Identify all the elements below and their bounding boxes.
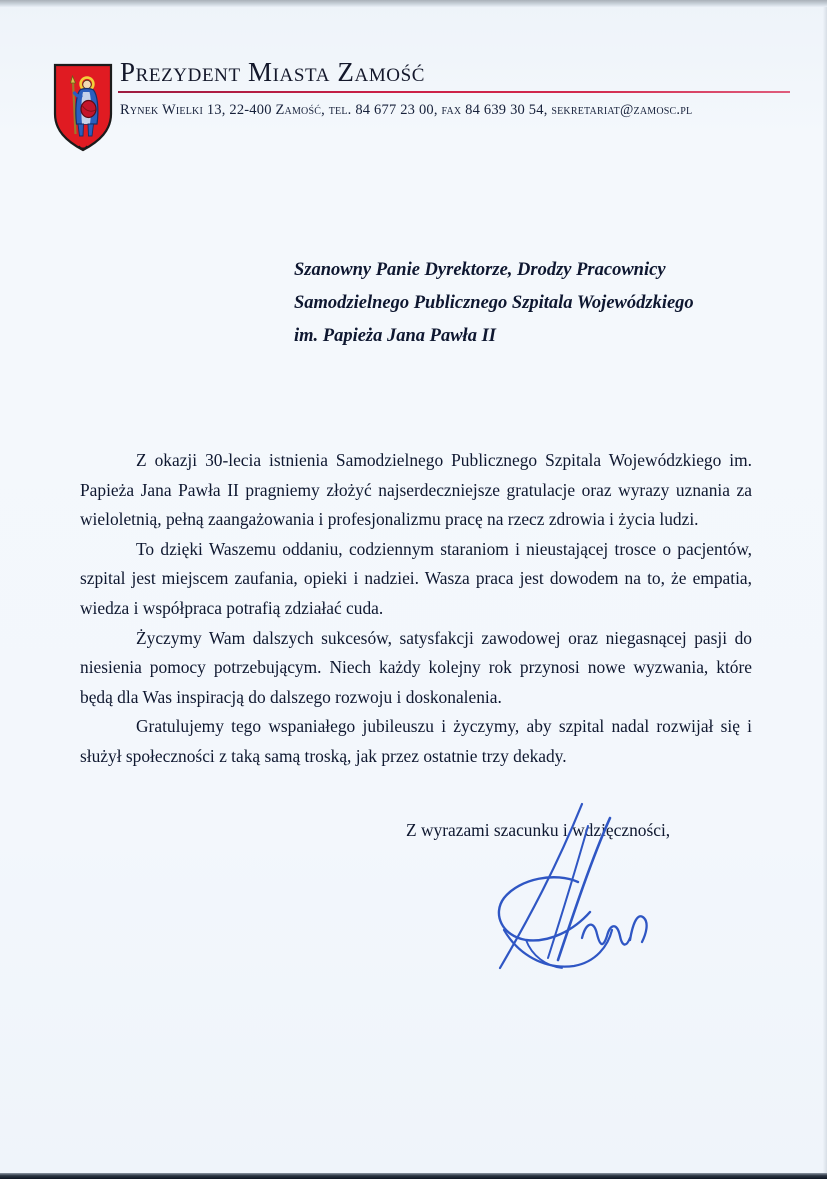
closing-line: Z wyrazami szacunku i wdzięczności, <box>406 820 671 840</box>
body-paragraph-1: Z okazji 30-lecia istnienia Samodzielnego Publicznego Szpitala Wojewódzkiego im. Papieża Jana Pawła II pragniemy złożyć najserdeczniejsze gratulacje oraz wyrazy uznania za wieloletnią, pełną zaangażowania i profesjonalizmu pracę na rzecz zdrowia i życia ludzi. <box>80 450 752 530</box>
letterhead-address: Rynek Wielki 13, 22-400 Zamość, tel. 84 677 23 00, fax 84 639 30 54, sekretariat@zamosc.pl <box>120 102 693 119</box>
salutation-line-3: im. Papieża Jana Pawła II <box>294 326 496 346</box>
scan-edge-right <box>823 7 827 1173</box>
coat-of-arms-icon <box>52 62 114 154</box>
body-paragraph-3: Życzymy Wam dalszych sukcesów, satysfakcji zawodowej oraz niegasnącej pasji do niesienia pomocy potrzebującym. Niech każdy kolejny rok przynosi nowe wyzwania, które będą dla Was inspiracją do dalszego rozwoju i doskonalenia. <box>80 627 752 707</box>
letterhead-text-block <box>118 58 790 119</box>
scan-edge-top <box>0 0 827 7</box>
page-title: Prezydent Miasta Zamość <box>120 57 426 87</box>
body-paragraph-2: To dzięki Waszemu oddaniu, codziennym staraniom i nieustającej trosce o pacjentów, szpital jest miejscem zaufania, opieki i nadziei. Wasza praca jest dowodem na to, że empatia, wiedza i współpraca potrafią zdziałać cuda. <box>80 538 752 618</box>
salutation-line-2: Samodzielnego Publicznego Szpitala Wojewódzkiego <box>294 293 694 313</box>
salutation-block <box>294 254 764 353</box>
scan-edge-bottom <box>0 1173 827 1179</box>
letter-body <box>80 446 752 772</box>
letterhead <box>52 58 790 158</box>
body-paragraph-4: Gratulujemy tego wspaniałego jubileuszu i życzymy, aby szpital nadal rozwijał się i służył społeczności z taką samą troską, jak przez ostatnie trzy dekady. <box>80 716 752 766</box>
salutation-line-1: Szanowny Panie Dyrektorze, Drodzy Pracownicy <box>294 260 666 280</box>
header-divider <box>118 91 790 93</box>
